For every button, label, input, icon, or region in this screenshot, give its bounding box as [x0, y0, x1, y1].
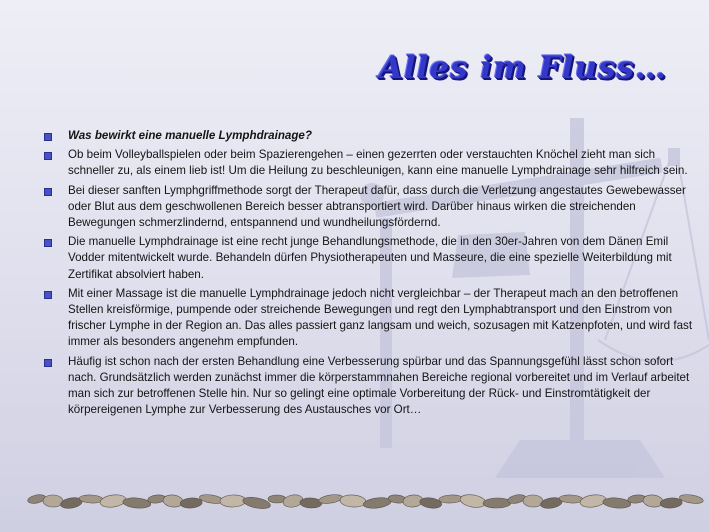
- pebble: [300, 498, 322, 509]
- pebble: [43, 495, 63, 507]
- square-bullet-icon: [44, 239, 52, 247]
- pebble: [459, 493, 487, 509]
- pebble: [363, 496, 392, 509]
- bullet-text: Die manuelle Lymphdrainage ist eine recht junge Behandlungsmethode, die in den 30er-Jahren von dem Dänen Emil Vodder mitentwickelt wurde. Behandeln dürfen Physiotherapeuten und Masseure, die eine spezielle Weiterbildung mit Zertifikat absolviert haben.: [68, 235, 672, 281]
- bullet-list: [44, 128, 696, 421]
- pebble: [99, 493, 126, 509]
- pebble: [199, 493, 224, 505]
- pebble: [660, 497, 683, 509]
- pebble: [439, 494, 463, 503]
- square-bullet-icon: [44, 291, 52, 299]
- bullet-text: Mit einer Massage ist die manuelle Lymphdrainage jedoch nicht vergleichbar – der Therapeut mach an den betroffenen Stellen kreisförmige, pumpende oder streichende Bewegungen und regt den Lymphabtransport und den Einstrom von frischer Lymphe in der Region an. Das alles passiert ganz langsam und weich, sozusagen mit Katzenpfoten, und wird fast immer als besonders angenehm empfunden.: [68, 286, 693, 349]
- bullet-item: [44, 354, 696, 419]
- square-bullet-icon: [44, 188, 52, 196]
- bullet-item: [44, 234, 696, 283]
- bullet-text: Ob beim Volleyballspielen oder beim Spazierengehen – einen gezerrten oder verstauchten Knöchel zieht man sich schneller zu, als einem lieb ist! Um die Heilung zu beschleunigen, kann eine manuelle Lymphdrainage sehr hilfreich sein.: [68, 148, 688, 178]
- bullet-text: Häufig ist schon nach der ersten Behandlung eine Verbesserung spürbar und das Spannungsgefühl lässt schon sofort nach. Grundsätzlich werden zunächst immer die körperstammnahen Bereiche regional vorbereitet und im Verlauf arbeitet man sich zur betroffenen Stelle hin. Nur so gelingt eine optimale Vorbereitung der Rück- und Einstromtätigkeit der körpereigenen Lymphe zur Verbesserung des Austausches vor Ort…: [68, 354, 690, 417]
- pebble: [340, 494, 367, 508]
- pebble: [242, 495, 271, 510]
- pebble: [419, 496, 442, 509]
- bullet-text: Bei dieser sanften Lymphgriffmethode sorgt der Therapeut dafür, dass durch die Verletzung angestautes Gewebewasser oder Blut aus dem geschwollenen Bereich besser abtransportiert wird. Darüber hinaus wirken die streichenden Bewegungen schmerzlindernd, entspannend und wundheilungsfördernd.: [68, 183, 686, 230]
- pebble: [79, 494, 103, 503]
- square-bullet-icon: [44, 359, 52, 367]
- pebble: [483, 498, 511, 508]
- pebble: [642, 494, 663, 508]
- bullet-item: [44, 183, 696, 232]
- square-bullet-icon: [44, 133, 52, 141]
- bullet-item: [44, 128, 696, 144]
- pebble: [579, 493, 606, 509]
- pebble: [220, 495, 246, 508]
- pebble: [122, 497, 151, 509]
- bullet-item: [44, 286, 696, 351]
- pebble: [162, 494, 183, 508]
- slide-title: Alles im Fluss…: [378, 50, 667, 86]
- bullet-item: [44, 147, 696, 179]
- square-bullet-icon: [44, 152, 52, 160]
- pebble: [602, 497, 631, 509]
- pebble-strip-icon: [22, 488, 709, 514]
- pebble: [318, 493, 343, 505]
- pebble: [523, 495, 543, 507]
- bullet-text: Was bewirkt eine manuelle Lymphdrainage?: [68, 129, 312, 142]
- pebble: [679, 493, 704, 505]
- pebble: [559, 494, 583, 503]
- pebble: [180, 497, 203, 509]
